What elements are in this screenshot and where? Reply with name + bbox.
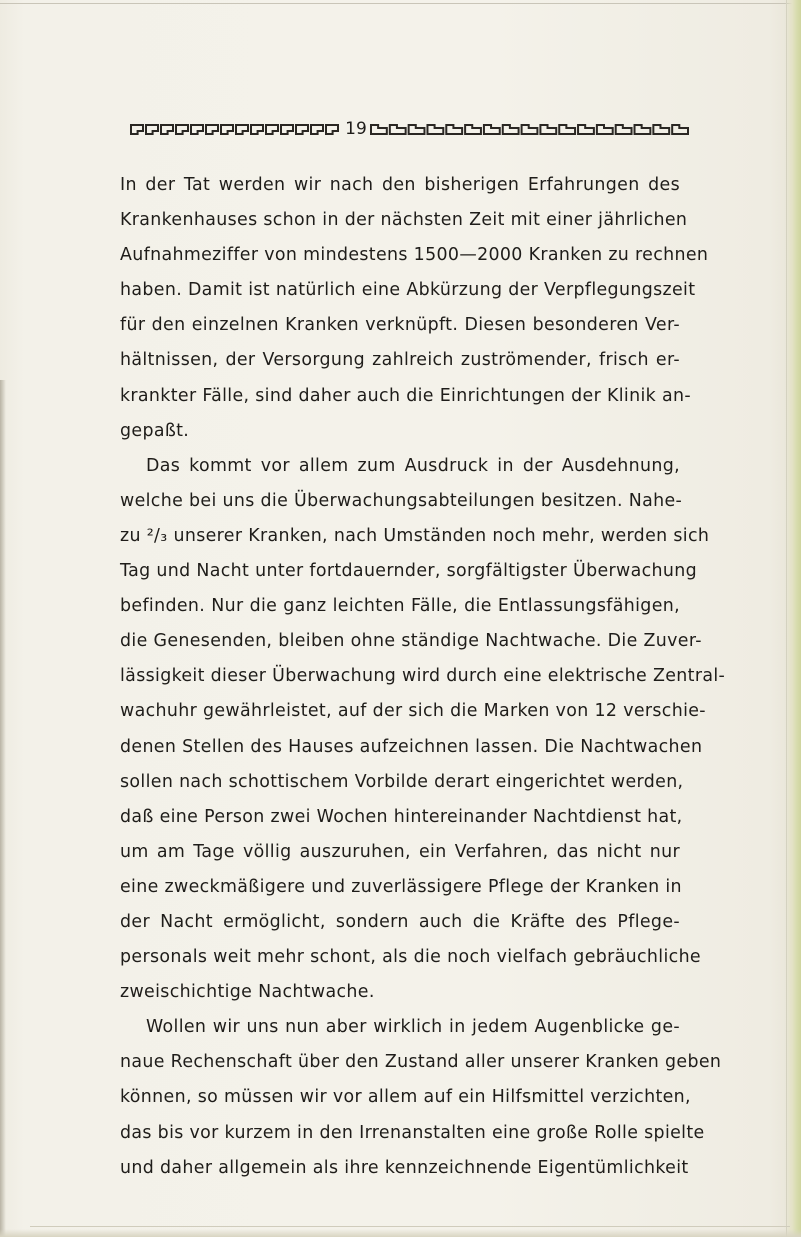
text-line: naue Rechenschaft über den Zustand aller unserer Kranken geben: [120, 1052, 722, 1073]
ornament-glyph: [281, 125, 293, 134]
ornament-glyph: [465, 125, 481, 134]
text-line: können, so müssen wir vor allem auf ein Hilfsmittel verzichten,: [120, 1087, 691, 1108]
body-text: [120, 168, 726, 1186]
text-line: Tag und Nacht unter fortdauernder, sorgfältigster Überwachung: [120, 561, 698, 582]
ornament-glyph: [311, 125, 323, 134]
text-line: Das kommt vor allem zum Ausdruck in der Ausdehnung,: [146, 455, 680, 476]
text-line: krankter Fälle, sind daher auch die Einrichtungen der Klinik an-: [120, 385, 691, 406]
page-number: 19: [345, 119, 367, 139]
ornament-glyph: [371, 125, 387, 134]
text-line: eine zweckmäßigere und zuverlässigere Pflege der Kranken in: [120, 876, 682, 897]
text-line: gepaßt.: [120, 420, 190, 441]
ornament-glyph: [616, 125, 632, 134]
text-line: das bis vor kurzem in den Irrenanstalten eine große Rolle spielte: [120, 1122, 705, 1143]
ornament-right: [370, 122, 690, 136]
text-line: wachuhr gewährleistet, auf der sich die Marken von 12 verschie-: [120, 701, 706, 722]
text-line: hältnissen, der Versorgung zahlreich zuströmender, frisch er-: [120, 350, 680, 371]
text-line: zu ²/₃ unserer Kranken, nach Umständen noch mehr, werden sich: [120, 525, 710, 546]
ornament-glyph: [326, 125, 338, 134]
page-edge-bottom: [0, 1229, 801, 1237]
text-line: welche bei uns die Überwachungsabteilungen besitzen. Nahe-: [120, 490, 683, 511]
ornament-glyph: [559, 125, 575, 134]
text-line: zweischichtige Nachtwache.: [120, 982, 375, 1003]
ornament-glyph: [191, 125, 203, 134]
ornament-glyph: [540, 125, 556, 134]
text-line: der Nacht ermöglicht, sondern auch die Kräfte des Pflege-: [120, 911, 680, 932]
text-line: die Genesenden, bleiben ohne ständige Nachtwache. Die Zuver-: [120, 631, 702, 652]
ornament-glyph: [296, 125, 308, 134]
text-line: Aufnahmeziffer von mindestens 1500—2000 Kranken zu rechnen: [120, 245, 709, 266]
text-line: für den einzelnen Kranken verknüpft. Diesen besonderen Ver-: [120, 315, 680, 336]
ornament-glyph: [236, 125, 248, 134]
ornament-glyph: [522, 125, 538, 134]
ornament-glyph: [390, 125, 406, 134]
text-line: In der Tat werden wir nach den bisherigen Erfahrungen des: [120, 175, 680, 195]
text-line: befinden. Nur die ganz leichten Fälle, die Entlassungsfähigen,: [120, 596, 680, 617]
ornament-left: [130, 122, 340, 136]
ornament-glyph: [176, 125, 188, 134]
ornament-glyph: [409, 125, 425, 134]
text-line: und daher allgemein als ihre kennzeichnende Eigentümlichkeit: [120, 1157, 689, 1178]
ornament-glyph: [503, 125, 519, 134]
ornament-glyph: [578, 125, 594, 134]
ornament-glyph: [446, 125, 462, 134]
ornament-glyph: [131, 125, 143, 134]
text-line: daß eine Person zwei Wochen hintereinander Nachtdienst hat,: [120, 806, 683, 827]
ornament-glyph: [251, 125, 263, 134]
page-edge-right: [785, 0, 801, 1237]
text-line: Krankenhauses schon in der nächsten Zeit mit einer jährlichen: [120, 210, 688, 231]
ornament-glyph: [161, 125, 173, 134]
text-line: sollen nach schottischem Vorbilde derart eingerichtet werden,: [120, 771, 684, 792]
text-line: Wollen wir uns nun aber wirklich in jedem Augenblicke ge-: [146, 1017, 680, 1038]
top-edge-rule: [0, 3, 801, 4]
ornament-glyph: [221, 125, 233, 134]
page-header: [130, 118, 690, 142]
ornament-glyph: [206, 125, 218, 134]
text-line: denen Stellen des Hauses aufzeichnen lassen. Die Nachtwachen: [120, 736, 703, 757]
text-line: personals weit mehr schont, als die noch vielfach gebräuchliche: [120, 947, 701, 968]
text-line: lässigkeit dieser Überwachung wird durch eine elektrische Zentral-: [120, 666, 726, 687]
ornament-glyph: [266, 125, 278, 134]
ornament-glyph: [484, 125, 500, 134]
page-edge-line: [786, 0, 787, 1237]
ornament-glyph: [653, 125, 669, 134]
ornament-glyph: [635, 125, 651, 134]
bottom-edge-rule: [30, 1226, 790, 1227]
ornament-glyph: [597, 125, 613, 134]
text-line: haben. Damit ist natürlich eine Abkürzung der Verpflegungszeit: [120, 280, 696, 301]
text-line: um am Tage völlig auszuruhen, ein Verfahren, das nicht nur: [120, 841, 680, 862]
ornament-glyph: [427, 125, 443, 134]
binding-shadow: [0, 380, 6, 1237]
ornament-glyph: [672, 125, 688, 134]
ornament-glyph: [146, 125, 158, 134]
